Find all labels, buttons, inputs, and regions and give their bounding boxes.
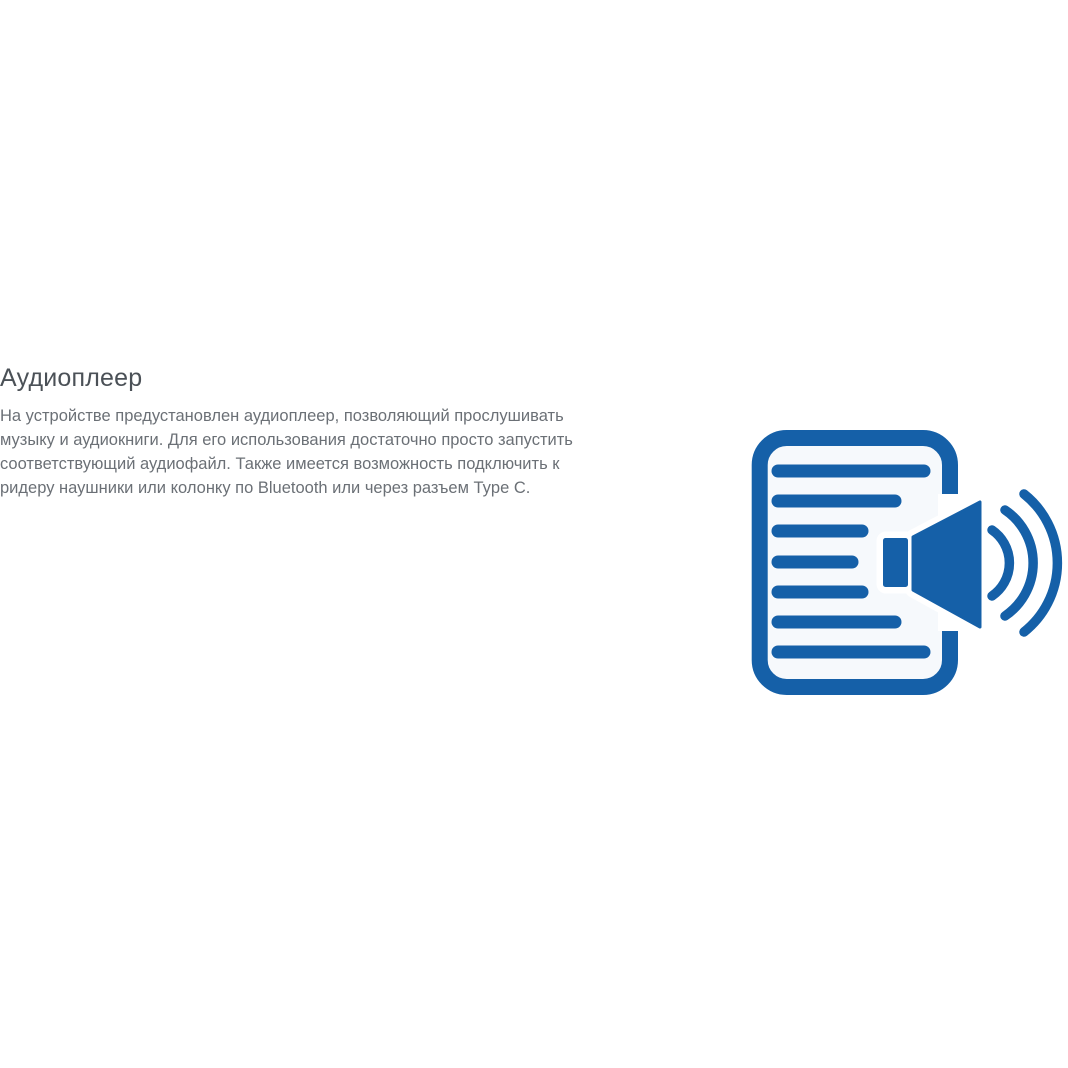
description-paragraph <box>0 404 573 500</box>
description-line: музыку и аудиокниги. Для его использования достаточно просто запустить <box>0 431 573 449</box>
description-line: ридеру наушники или колонку по Bluetooth или через разъем Type C. <box>0 479 531 497</box>
sound-waves-icon <box>992 494 1057 632</box>
page-title: Аудиоплеер <box>0 364 143 392</box>
description-line: соответствующий аудиофайл. Также имеется возможность подключить к <box>0 455 560 473</box>
audiobook-speaker-icon <box>748 428 1068 698</box>
speaker-driver <box>883 538 908 587</box>
description-line: На устройстве предустановлен аудиоплеер, позволяющий прослушивать <box>0 407 564 425</box>
